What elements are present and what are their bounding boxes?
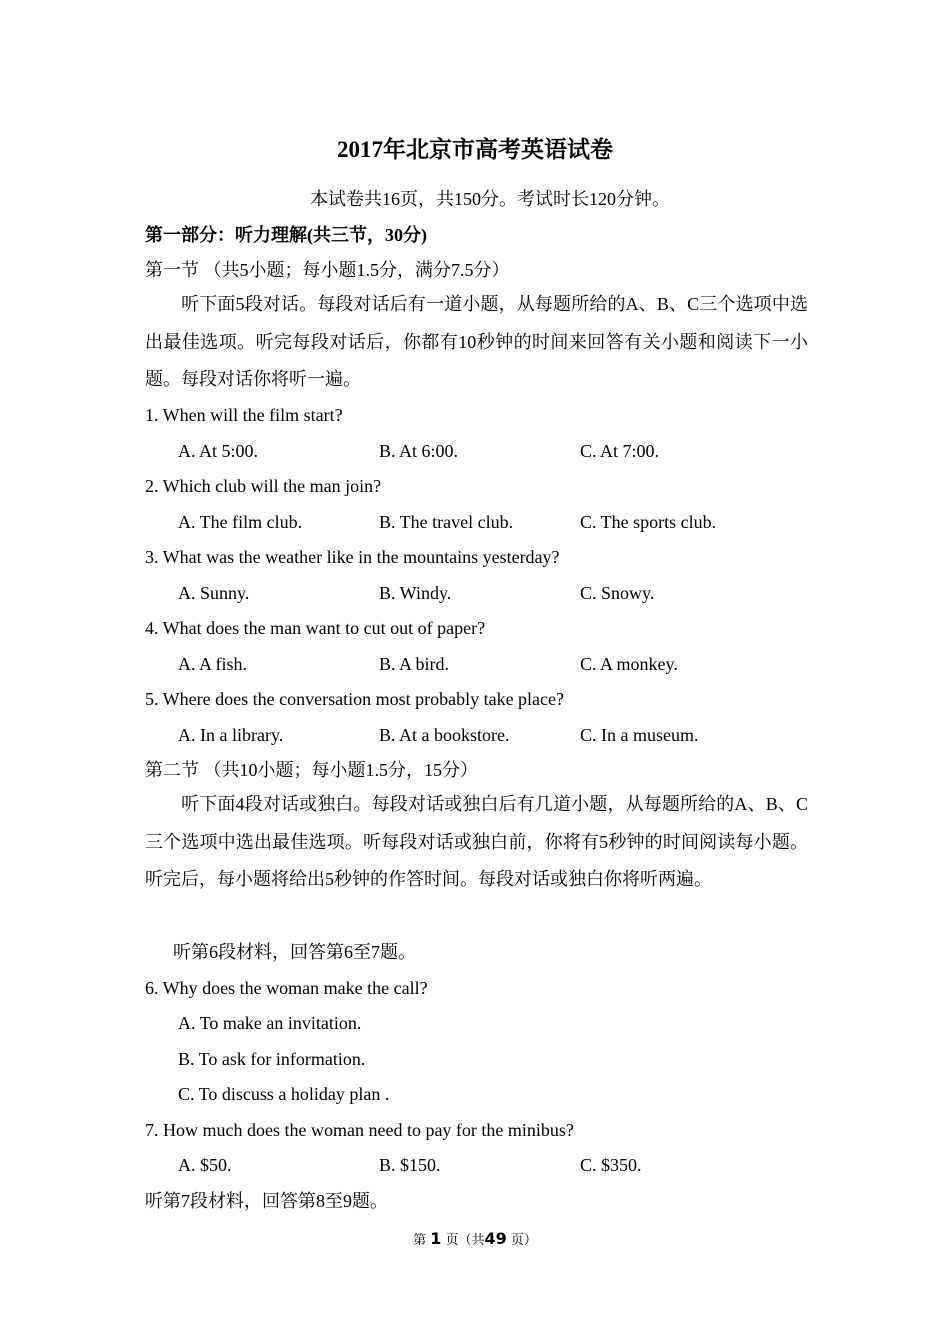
q1-option-a: A. At 5:00. — [178, 441, 259, 461]
question-2: 2. Which club will the man join? — [145, 476, 382, 496]
material-6-note: 听第6段材料，回答第6至7题。 — [173, 942, 416, 962]
section2-instructions — [145, 786, 808, 899]
footer-prefix: 第 — [413, 1233, 427, 1248]
q3-option-c: C. Snowy. — [580, 583, 655, 603]
q2-option-c: C. The sports club. — [580, 512, 717, 532]
question-3: 3. What was the weather like in the mountains yesterday? — [145, 547, 560, 567]
page-footer — [0, 1230, 950, 1250]
question-7: 7. How much does the woman need to pay for the minibus? — [145, 1120, 574, 1140]
q4-option-b: B. A bird. — [379, 654, 450, 674]
footer-suffix: 页） — [510, 1233, 537, 1248]
part1-heading: 第一部分：听力理解(共三节，30分) — [145, 225, 427, 245]
total-pages-number: 49 — [484, 1229, 507, 1248]
q7-option-c: C. $350. — [580, 1155, 642, 1175]
q5-option-b: B. At a bookstore. — [379, 725, 510, 745]
q2-option-a: A. The film club. — [178, 512, 303, 532]
exam-info: 本试卷共16页，共150分。考试时长120分钟。 — [310, 189, 670, 209]
q1-option-b: B. At 6:00. — [379, 441, 459, 461]
q6-option-c: C. To discuss a holiday plan . — [178, 1084, 390, 1104]
q7-option-b: B. $150. — [379, 1155, 441, 1175]
footer-middle: 页（共 — [445, 1233, 485, 1248]
q1-option-c: C. At 7:00. — [580, 441, 660, 461]
q3-option-b: B. Windy. — [379, 583, 452, 603]
question-4: 4. What does the man want to cut out of paper? — [145, 618, 486, 638]
section1-heading: 第一节 （共5小题；每小题1.5分，满分7.5分） — [145, 260, 510, 280]
section1-instructions — [145, 286, 808, 399]
section1-instructions-text: 听下面5段对话。每段对话后有一道小题，从每题所给的A、B、C三个选项中选出最佳选项。听完每段对话后，你都有10秒钟的时间来回答有关小题和阅读下一小题。每段对话你将听一遍。 — [145, 294, 808, 389]
q5-option-c: C. In a museum. — [580, 725, 699, 745]
q5-option-a: A. In a library. — [178, 725, 284, 745]
material-7-note: 听第7段材料，回答第8至9题。 — [145, 1191, 388, 1211]
q6-option-b: B. To ask for information. — [178, 1049, 366, 1069]
q7-option-a: A. $50. — [178, 1155, 232, 1175]
question-1: 1. When will the film start? — [145, 405, 343, 425]
question-6: 6. Why does the woman make the call? — [145, 978, 428, 998]
section2-instructions-text: 听下面4段对话或独白。每段对话或独白后有几道小题，从每题所给的A、B、C三个选项中选出最佳选项。听每段对话或独白前，你将有5秒钟的时间阅读每小题。听完后，每小题将给出5秒钟的作答时间。每段对话或独白你将听两遍。 — [145, 794, 808, 889]
q4-option-c: C. A monkey. — [580, 654, 678, 674]
q3-option-a: A. Sunny. — [178, 583, 250, 603]
question-5: 5. Where does the conversation most probably take place? — [145, 689, 565, 709]
document-title: 2017年北京市高考英语试卷 — [337, 137, 613, 162]
q4-option-a: A. A fish. — [178, 654, 248, 674]
section2-heading: 第二节 （共10小题；每小题1.5分，15分） — [145, 760, 478, 780]
q6-option-a: A. To make an invitation. — [178, 1013, 362, 1033]
q2-option-b: B. The travel club. — [379, 512, 514, 532]
current-page-number: 1 — [430, 1229, 442, 1248]
